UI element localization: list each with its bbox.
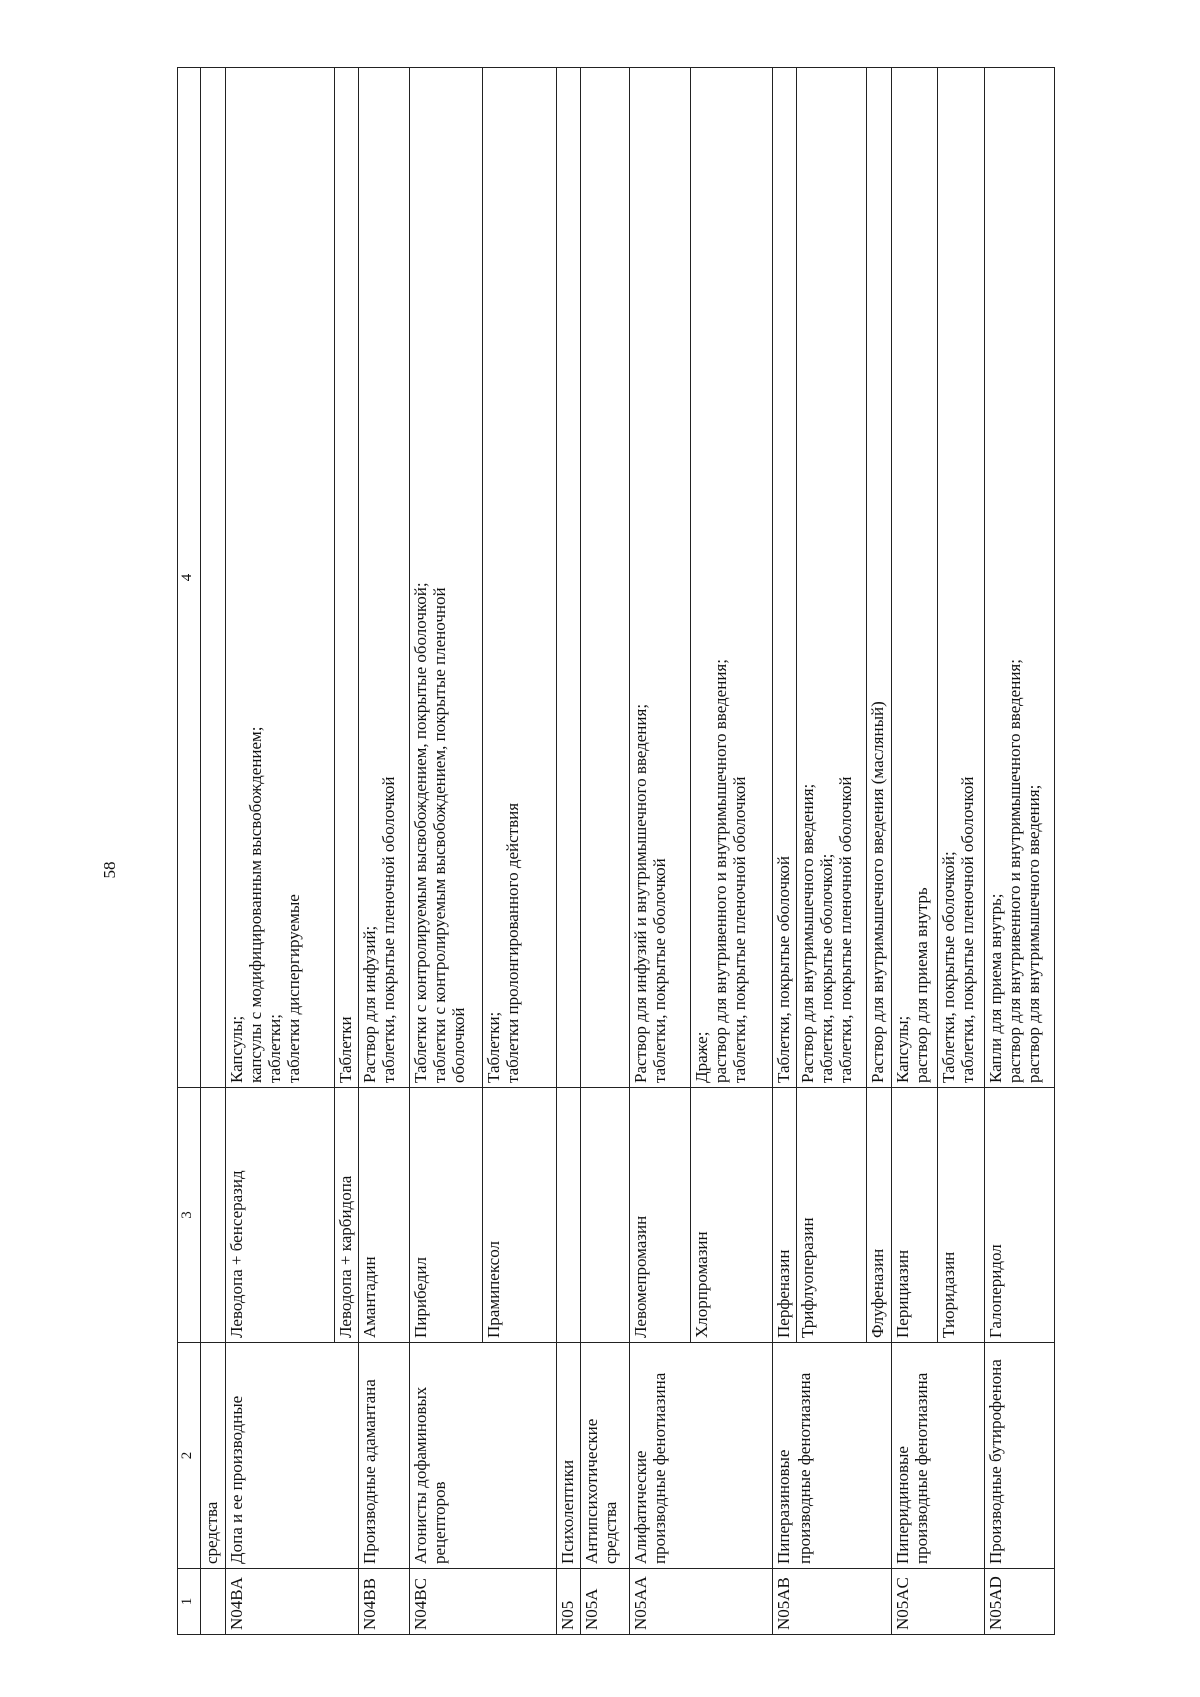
drug-cell: Перфеназин	[772, 1088, 796, 1343]
drug-cell: Трифлуоперазин	[797, 1088, 867, 1343]
header-col-3: 3	[178, 1088, 201, 1343]
group-cell: Агонисты дофаминовых рецепторов	[410, 1343, 483, 1569]
code-cell	[867, 1569, 891, 1635]
group-cell: средства	[201, 1343, 225, 1569]
forms-cell: Капсулы; раствор для приема внутрь	[891, 68, 938, 1088]
table-row	[556, 68, 580, 1635]
header-col-1: 1	[178, 1569, 201, 1635]
table-row	[690, 68, 772, 1635]
rotated-table-container	[177, 68, 1055, 1635]
drug-cell: Левомепромазин	[629, 1088, 690, 1343]
group-cell	[938, 1343, 985, 1569]
group-cell: Антипсихотические средства	[580, 1343, 629, 1569]
header-col-4: 4	[178, 68, 201, 1088]
forms-cell: Таблетки; таблетки пролонгированного действия	[483, 68, 556, 1088]
code-cell: N04BC	[410, 1569, 483, 1635]
table-row	[867, 68, 891, 1635]
drug-cell	[580, 1088, 629, 1343]
page-number: 58	[100, 861, 119, 879]
group-cell: Алифатические производные фенотиазина	[629, 1343, 690, 1569]
forms-cell: Таблетки	[334, 68, 358, 1088]
code-cell: N04BB	[358, 1569, 409, 1635]
group-cell: Допа и ее производные	[225, 1343, 334, 1569]
drug-cell: Флуфеназин	[867, 1088, 891, 1343]
code-cell: N05	[556, 1569, 580, 1635]
drug-cell: Леводопа + бенсеразид	[225, 1088, 334, 1343]
drug-cell: Галоперидол	[985, 1088, 1055, 1343]
drug-cell: Хлорпромазин	[690, 1088, 772, 1343]
forms-cell	[556, 68, 580, 1088]
table-row	[580, 68, 629, 1635]
table-row	[410, 68, 483, 1635]
code-cell: N04BA	[225, 1569, 334, 1635]
forms-cell: Раствор для инфузий; таблетки, покрытые пленочной оболочкой	[358, 68, 409, 1088]
table-row	[358, 68, 409, 1635]
forms-cell	[201, 68, 225, 1088]
table-row	[772, 68, 796, 1635]
header-col-2: 2	[178, 1343, 201, 1569]
code-cell	[797, 1569, 867, 1635]
code-cell	[690, 1569, 772, 1635]
code-cell: N05AC	[891, 1569, 938, 1635]
group-cell: Пиперазиновые	[772, 1343, 796, 1569]
group-cell: Пиперидиновые производные фенотиазина	[891, 1343, 938, 1569]
table-row	[629, 68, 690, 1635]
code-cell: N05AD	[985, 1569, 1055, 1635]
drug-cell	[556, 1088, 580, 1343]
table-row	[985, 68, 1055, 1635]
code-cell: N05AA	[629, 1569, 690, 1635]
group-cell	[334, 1343, 358, 1569]
group-cell	[690, 1343, 772, 1569]
code-cell: N05AB	[772, 1569, 796, 1635]
table-row	[891, 68, 938, 1635]
code-cell	[201, 1569, 225, 1635]
forms-cell: Драже; раствор для внутривенного и внутримышечного введения; таблетки, покрытые пленочной оболочкой	[690, 68, 772, 1088]
forms-cell: Таблетки, покрытые оболочкой	[772, 68, 796, 1088]
forms-cell: Раствор для внутримышечного введения (масляный)	[867, 68, 891, 1088]
group-cell	[483, 1343, 556, 1569]
forms-cell	[580, 68, 629, 1088]
table-row	[797, 68, 867, 1635]
drug-cell: Леводопа + карбидопа	[334, 1088, 358, 1343]
table-row	[334, 68, 358, 1635]
table-header-row	[178, 68, 201, 1635]
group-cell: Производные бутирофенона	[985, 1343, 1055, 1569]
drug-cell: Пирибедил	[410, 1088, 483, 1343]
forms-cell: Раствор для внутримышечного введения; таблетки, покрытые оболочкой; таблетки, покрытые пленочной оболочкой	[797, 68, 867, 1088]
code-cell	[938, 1569, 985, 1635]
forms-cell: Таблетки с контролируемым высвобождением, покрытые оболочкой; таблетки с контролируемым высвобождением, покрытые пленочной оболочкой	[410, 68, 483, 1088]
drug-table	[177, 67, 1055, 1635]
drug-cell: Перициазин	[891, 1088, 938, 1343]
forms-cell: Капсулы; капсулы с модифицированным высвобождением; таблетки; таблетки диспергируемые	[225, 68, 334, 1088]
forms-cell: Раствор для инфузий и внутримышечного введения; таблетки, покрытые оболочкой	[629, 68, 690, 1088]
group-cell: производные фенотиазина	[797, 1343, 867, 1569]
code-cell: N05A	[580, 1569, 629, 1635]
table-row	[938, 68, 985, 1635]
code-cell	[483, 1569, 556, 1635]
drug-cell: Тиоридазин	[938, 1088, 985, 1343]
group-cell: Производные адамантана	[358, 1343, 409, 1569]
table-row	[483, 68, 556, 1635]
forms-cell: Капли для приема внутрь; раствор для внутривенного и внутримышечного введения; раствор для внутримышечного введения;	[985, 68, 1055, 1088]
drug-cell: Прамипексол	[483, 1088, 556, 1343]
forms-cell: Таблетки, покрытые оболочкой; таблетки, покрытые пленочной оболочкой	[938, 68, 985, 1088]
table-row	[201, 68, 225, 1635]
group-cell	[867, 1343, 891, 1569]
table-row	[225, 68, 334, 1635]
drug-cell	[201, 1088, 225, 1343]
drug-cell: Амантадин	[358, 1088, 409, 1343]
group-cell: Психолептики	[556, 1343, 580, 1569]
code-cell	[334, 1569, 358, 1635]
